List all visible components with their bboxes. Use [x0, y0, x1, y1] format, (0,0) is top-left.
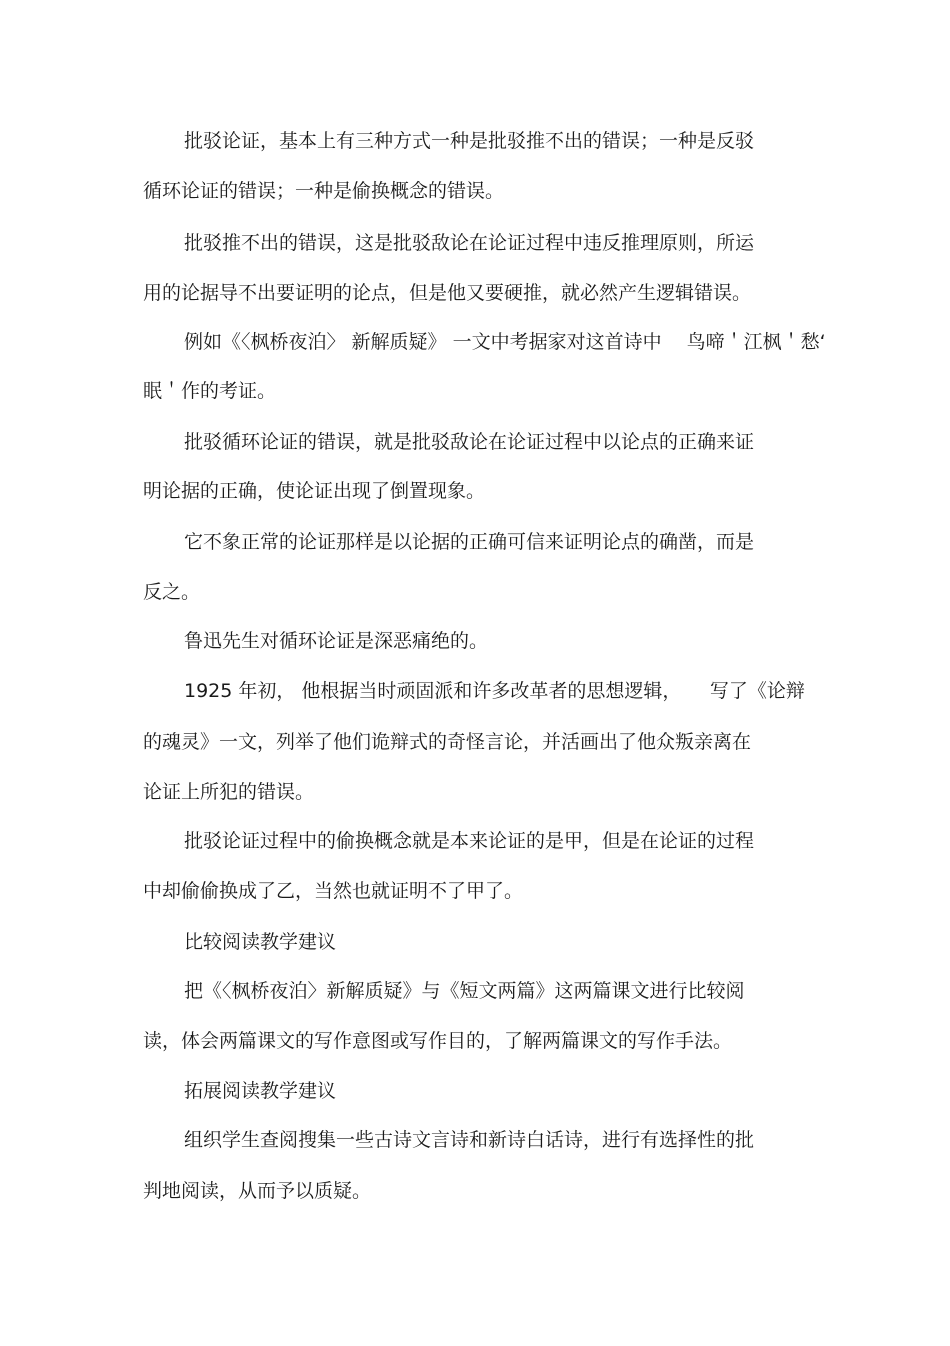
text-line: 鲁迅先生对循环论证是深恶痛绝的。: [184, 630, 489, 652]
text-line: 用的论据导不出要证明的论点，但是他又要硬推，就必然产生逻辑错误。: [143, 282, 752, 304]
text-line: 例如《〈枫桥夜泊〉 新解质疑》 一文中考据家对这首诗中 鸟啼＇江枫＇愁‘: [184, 331, 826, 353]
text-line: 批驳推不出的错误，这是批驳敌论在论证过程中违反推理原则，所运: [184, 232, 755, 254]
text-line: 批驳循环论证的错误，就是批驳敌论在论证过程中以论点的正确来证: [184, 431, 755, 453]
text-line: 把《〈枫桥夜泊〉新解质疑》与《短文两篇》这两篇课文进行比较阅: [184, 980, 745, 1002]
text-line: 循环论证的错误；一种是偷换概念的错误。: [143, 180, 505, 202]
text-line: 它不象正常的论证那样是以论据的正确可信来证明论点的确凿，而是: [184, 531, 755, 553]
text-line: 明论据的正确，使论证出现了倒置现象。: [143, 480, 486, 502]
section-heading: 比较阅读教学建议: [184, 931, 337, 953]
text-line: 反之。: [143, 581, 201, 603]
text-line: 批驳论证过程中的偷换概念就是本来论证的是甲，但是在论证的过程: [184, 830, 755, 852]
text-line: 读，体会两篇课文的写作意图或写作目的，了解两篇课文的写作手法。: [143, 1030, 733, 1052]
text-line: 论证上所犯的错误。: [143, 781, 315, 803]
text-line: 中却偷偷换成了乙，当然也就证明不了甲了。: [143, 880, 524, 902]
text-line: 眠＇作的考证。: [143, 380, 277, 402]
text-line: 组织学生查阅搜集一些古诗文言诗和新诗白话诗，进行有选择性的批: [184, 1129, 755, 1151]
text-line: 1925 年初， 他根据当时顽固派和许多改革者的思想逻辑， 写了《论辩: [184, 680, 805, 702]
text-line: 判地阅读，从而予以质疑。: [143, 1180, 372, 1202]
text-line: 批驳论证，基本上有三种方式一种是批驳推不出的错误；一种是反驳: [184, 130, 755, 152]
text-line: 的魂灵》一文，列举了他们诡辩式的奇怪言论，并活画出了他众叛亲离在: [143, 731, 752, 753]
section-heading: 拓展阅读教学建议: [184, 1080, 337, 1102]
